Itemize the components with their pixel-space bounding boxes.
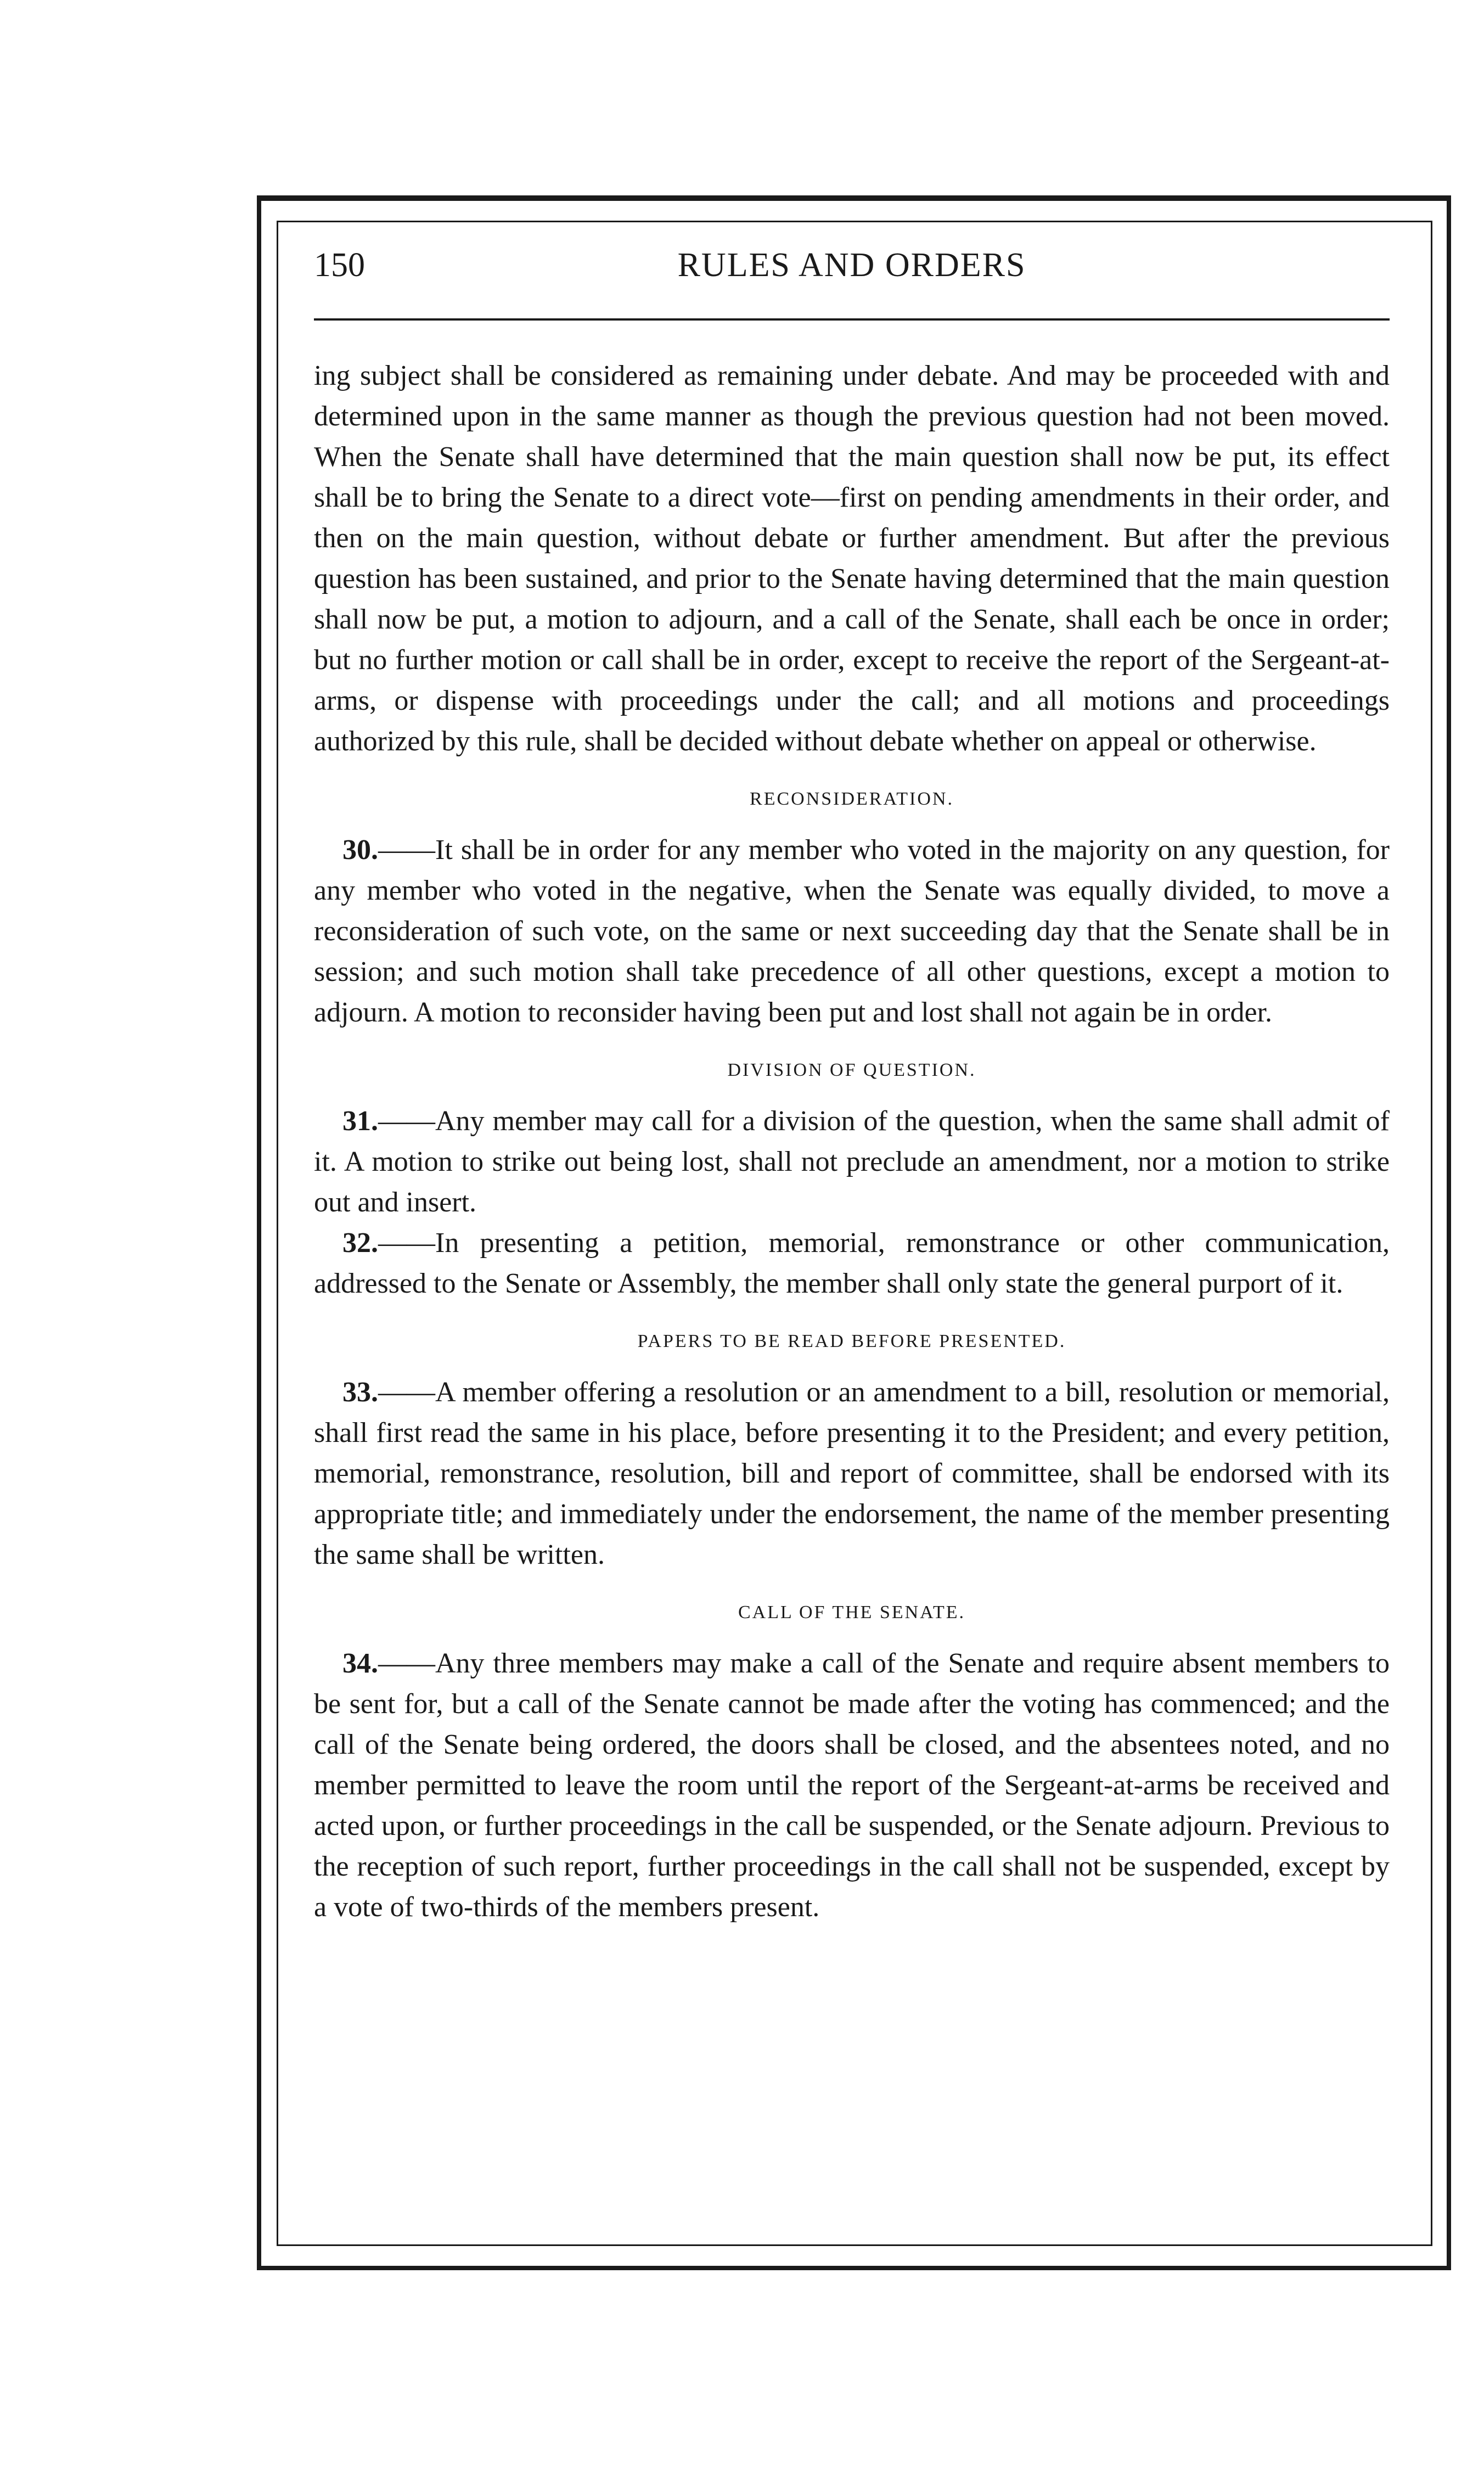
rule-34 bbox=[314, 1643, 1390, 1928]
page-body bbox=[314, 356, 1390, 1928]
rule-31 bbox=[314, 1101, 1390, 1223]
continuation-paragraph: ing subject shall be considered as remaining under debate. And may be proceeded with and determined upon in the same manner as though the previous question had not been moved. When the Senate shall have determined that the main question shall now be put, its effect shall be to bring the Senate to a direct vote—first on pending amendments in their order, and then on the main question, without debate or further amendment. But after the previous question has been sustained, and prior to the Senate having determined that the main question shall now be put, a motion to adjourn, and a call of the Senate, shall each be once in order; but no further motion or call shall be in order, except to receive the report of the Sergeant-at-arms, or dispense with proceedings under the call; and all motions and proceedings authorized by this rule, shall be decided without debate whether on appeal or otherwise. bbox=[314, 360, 1390, 757]
section-heading-division-of-question: DIVISION OF QUESTION. bbox=[727, 1060, 976, 1080]
rule-number: 30. bbox=[342, 834, 378, 866]
rule-30 bbox=[314, 830, 1390, 1033]
rule-text: ——It shall be in order for any member who voted in the majority on any question, for any member who voted in the negative, when the Senate was equally divided, to move a reconsideration of such vote, on the same or next succeeding day that the Senate shall be in session; and such motion shall take precedence of all other questions, except a motion to adjourn. A motion to reconsider having been put and lost shall not again be in order. bbox=[314, 834, 1390, 1028]
rule-number: 34. bbox=[342, 1648, 378, 1679]
running-title: RULES AND ORDERS bbox=[677, 246, 1026, 284]
rule-32 bbox=[314, 1223, 1390, 1304]
rule-33 bbox=[314, 1372, 1390, 1575]
section-heading-papers-to-be-read: PAPERS TO BE READ BEFORE PRESENTED. bbox=[637, 1331, 1066, 1351]
rule-number: 32. bbox=[342, 1227, 378, 1259]
section-heading-call-of-the-senate: CALL OF THE SENATE. bbox=[738, 1602, 965, 1623]
rule-number: 31. bbox=[342, 1105, 378, 1137]
section-heading-reconsideration: RECONSIDERATION. bbox=[750, 789, 954, 809]
rule-text: ——A member offering a resolution or an amendment to a bill, resolution or memorial, shall first read the same in his place, before presenting it to the President; and every petition, memorial, remonstrance, resolution, bill and report of committee, shall be endorsed with its appropriate title; and immediately under the endorsement, the name of the member presenting the same shall be written. bbox=[314, 1377, 1390, 1570]
page-number: 150 bbox=[314, 246, 365, 284]
page-header bbox=[314, 246, 1390, 295]
header-rule bbox=[314, 318, 1390, 321]
rule-number: 33. bbox=[342, 1377, 378, 1408]
rule-text: ——Any three members may make a call of the Senate and require absent members to be sent for, but a call of the Senate cannot be made after the voting has commenced; and the call of the Senate being ordered, the doors shall be closed, and the absentees noted, and no member permitted to leave the room until the report of the Sergeant-at-arms be received and acted upon, or further proceedings in the call be suspended, or the Senate adjourn. Previous to the reception of such report, further proceedings in the call shall not be suspended, except by a vote of two-thirds of the members present. bbox=[314, 1648, 1390, 1923]
rule-text: ——Any member may call for a division of the question, when the same shall admit of it. A motion to strike out being lost, shall not preclude an amendment, nor a motion to strike out and insert. bbox=[314, 1105, 1390, 1218]
rule-text: ——In presenting a petition, memorial, remonstrance or other communication, addressed to the Senate or Assembly, the member shall only state the general purport of it. bbox=[314, 1227, 1390, 1299]
